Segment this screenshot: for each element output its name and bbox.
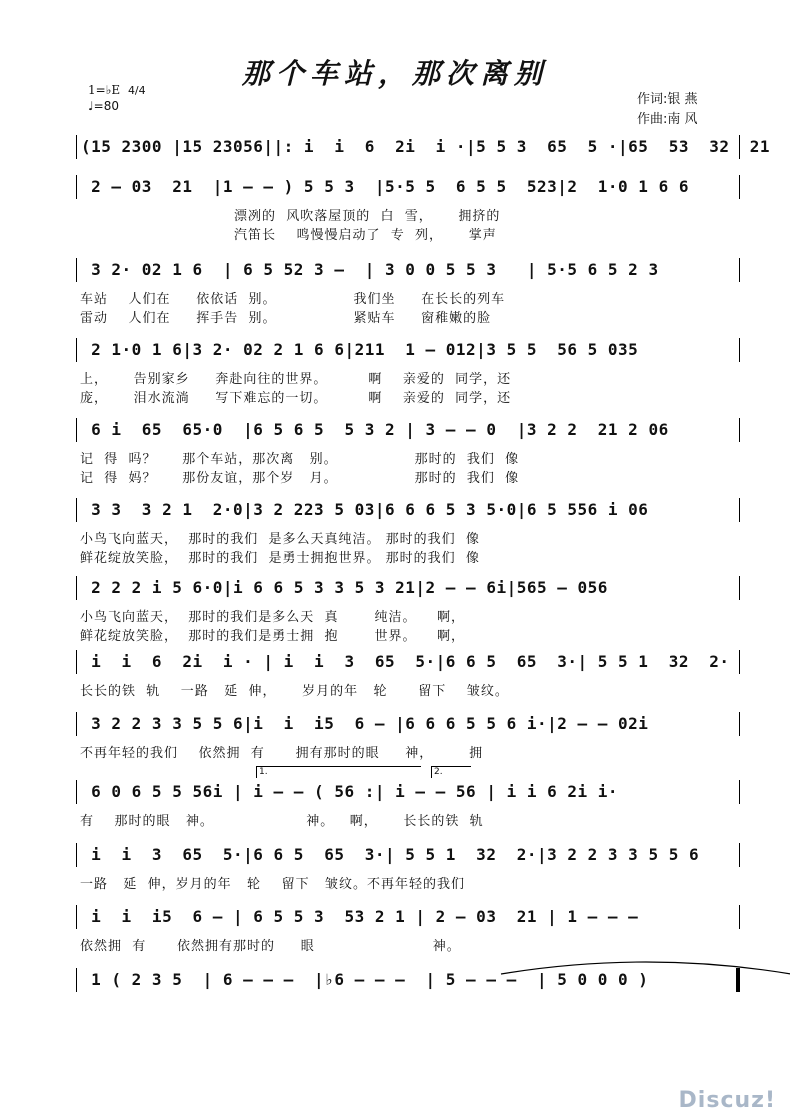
composer-credit: 作曲:南 风 [637, 112, 698, 127]
notation-line: (15 2300 |15 23056||: i i 6 2i i ·|5 5 3 65 5 ·|65 53 32 21 [76, 135, 740, 159]
lyric-line-verse-1: 小鸟飞向蓝天， 那时的我们 是多么天真纯洁。 那时的我们 像 [80, 532, 480, 547]
lyric-line-verse-1: 小鸟飞向蓝天， 那时的我们是多么天 真 纯洁。 啊， [80, 610, 465, 625]
lyric-line-verse-1: 漂冽的 风吹落屋顶的 白 雪， 拥挤的 [80, 209, 501, 224]
notation-line: 2 2 2 i 5 6·0|i 6 6 5 3 3 5 3 21|2 – – 6i|565 – 056 [76, 576, 740, 600]
lyric-line-verse-1: 依然拥 有 依然拥有那时的 眼 神。 [80, 939, 461, 954]
lyric-line-verse-1: 长长的铁 轨 一路 延 伸， 岁月的年 轮 留下 皱纹。 [80, 684, 509, 699]
notation-line: 3 2 2 3 3 5 5 6|i i i5 6 – |6 6 6 5 5 6 i·|2 – – 02i [76, 712, 740, 736]
lyric-line-verse-1: 车站 人们在 依依话 别。 我们坐 在长长的列车 [80, 292, 506, 307]
key-signature: 1=♭E [88, 83, 121, 97]
notation-line: 6 i 65 65·0 |6 5 6 5 5 3 2 | 3 – – 0 |3 2 2 21 2 06 [76, 418, 740, 442]
notation-line: i i 6 2i i · | i i 3 65 5·|6 6 5 65 3·| 5 5 1 32 2· [76, 650, 740, 674]
lyric-line-verse-1: 一路 延 伸，岁月的年 轮 留下 皱纹。不再年轻的我们 [80, 877, 465, 892]
notation-line: 3 3 3 2 1 2·0|3 2 223 5 03|6 6 6 5 3 5·0|6 5 556 i 06 [76, 498, 740, 522]
tempo-marking: ♩=80 [88, 99, 119, 113]
lyric-line-verse-2: 鲜花绽放笑脸， 那时的我们 是勇士拥抱世界。 那时的我们 像 [80, 551, 480, 566]
lyricist-credit: 作词:银 燕 [637, 92, 698, 107]
lyric-line-verse-2: 汽笛长 鸣慢慢启动了 专 列， 掌声 [80, 228, 497, 243]
notation-line: 2 1·0 1 6|3 2· 02 2 1 6 6|211 1 – 012|3 5 5 56 5 035 [76, 338, 740, 362]
notation-line: i i i5 6 – | 6 5 5 3 53 2 1 | 2 – 03 21 | 1 – – – [76, 905, 740, 929]
notation-line: 1 ( 2 3 5 | 6 – – – |♭6 – – – | 5 – – – | 5 0 0 0 ) [76, 968, 740, 992]
lyric-line-verse-1: 不再年轻的我们 依然拥 有 拥有那时的眼 神， 拥 [80, 746, 484, 761]
credits [637, 90, 698, 130]
notation-line: 2 – 03 21 |1 – – ) 5 5 3 |5·5 5 6 5 5 523|2 1·0 1 6 6 [76, 175, 740, 199]
lyric-line-verse-2: 记 得 妈？ 那份友谊，那个岁 月。 那时的 我们 像 [80, 471, 520, 486]
volta-second-ending: 2. [431, 766, 471, 778]
final-barline [736, 968, 739, 992]
lyric-line-verse-2: 鲜花绽放笑脸， 那时的我们是勇士拥 抱 世界。 啊， [80, 629, 465, 644]
time-signature: 4/4 [127, 83, 146, 97]
notation-line: 6 0 6 5 5 56i | i – – ( 56 :| i – – 56 | i i 6 2i i· [76, 780, 740, 804]
lyric-line-verse-1: 有 那时的眼 神。 神。 啊， 长长的铁 轨 [80, 814, 484, 829]
key-tempo-block [88, 82, 146, 114]
lyric-line-verse-2: 庞， 泪水流淌 写下难忘的一切。 啊 亲爱的 同学，还 [80, 391, 512, 406]
notation-line: i i 3 65 5·|6 6 5 65 3·| 5 5 1 32 2·|3 2 2 3 3 5 5 6 [76, 843, 740, 867]
watermark-logo: Discuz! [678, 1088, 776, 1113]
lyric-line-verse-1: 上， 告别家乡 奔赴向往的世界。 啊 亲爱的 同学，还 [80, 372, 512, 387]
notation-line: 3 2· 02 1 6 | 6 5 52 3 – | 3 0 0 5 5 3 | 5·5 6 5 2 3 [76, 258, 740, 282]
volta-first-ending: 1. [256, 766, 421, 778]
song-title: 那个车站，那次离别 [241, 57, 548, 90]
lyric-line-verse-2: 雷动 人们在 挥手告 别。 紧贴车 窗稚嫩的脸 [80, 311, 492, 326]
lyric-line-verse-1: 记 得 吗？ 那个车站，那次离 别。 那时的 我们 像 [80, 452, 520, 467]
